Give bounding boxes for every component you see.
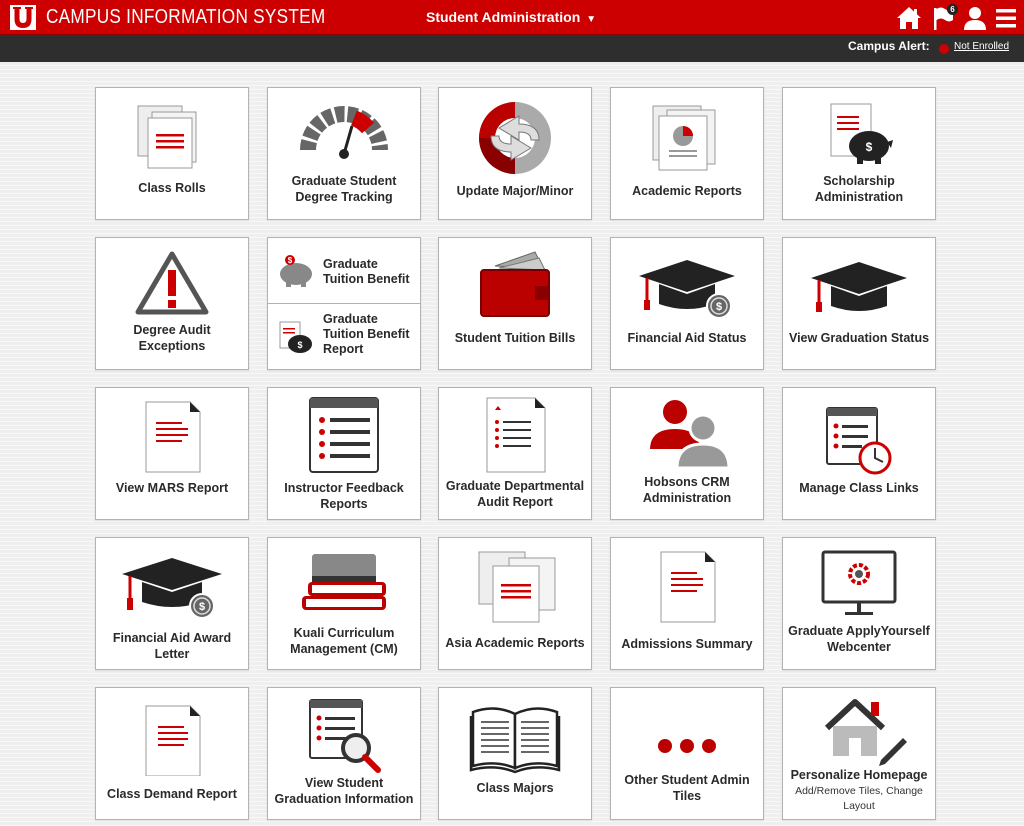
tile-degree-audit-exceptions[interactable]	[95, 237, 249, 370]
tile-student-tuition-bills[interactable]	[438, 237, 592, 370]
warning-icon	[96, 238, 248, 326]
tile-label: Hobsons CRM Administration	[642, 475, 732, 505]
monitor-icon	[783, 538, 935, 626]
tile-scholarship-admin[interactable]	[782, 87, 936, 220]
tile-instructor-feedback[interactable]	[267, 387, 421, 520]
enrollment-status-link[interactable]: Not Enrolled	[954, 41, 1010, 52]
open-book-icon	[439, 688, 591, 776]
tile-admissions-summary[interactable]	[610, 537, 764, 670]
tile-hobsons-crm[interactable]	[610, 387, 764, 520]
tile-label: Graduate ApplyYourself Webcenter	[788, 624, 930, 654]
app-title: CAMPUS INFORMATION SYSTEM	[46, 6, 326, 28]
tile-label: Admissions Summary	[621, 637, 753, 651]
documents-icon	[439, 538, 591, 626]
tile-class-majors[interactable]	[438, 687, 592, 820]
tile-class-rolls[interactable]	[95, 87, 249, 220]
tile-kuali-curriculum[interactable]	[267, 537, 421, 670]
users-icon	[611, 388, 763, 476]
piggy-bank-icon	[276, 254, 316, 288]
tile-label: Update Major/Minor	[456, 184, 574, 198]
tile-label: Student Tuition Bills	[454, 331, 576, 345]
tile-label: Class Majors	[476, 781, 554, 795]
tile-update-major[interactable]	[438, 87, 592, 220]
tile-academic-reports[interactable]	[610, 87, 764, 220]
svg-text:$: $	[715, 301, 723, 313]
tile-label: Degree Audit Exceptions	[133, 323, 211, 353]
tile-fin-aid-award-letter[interactable]	[95, 537, 249, 670]
tile-view-mars-report[interactable]	[95, 387, 249, 520]
house-pencil-icon	[783, 688, 935, 776]
campus-alert-label: Campus Alert:	[848, 39, 930, 53]
tile-class-demand-report[interactable]	[95, 687, 249, 820]
refresh-arrows-icon	[439, 88, 591, 176]
graduation-cap-dollar-icon	[611, 238, 763, 326]
svg-text:$: $	[865, 140, 873, 154]
hamburger-menu-icon	[994, 5, 1018, 31]
tile-label: View MARS Report	[115, 481, 229, 495]
tile-label: Financial Aid Status	[627, 331, 747, 345]
graduation-cap-icon	[783, 238, 935, 326]
tile-label: Graduate Student Degree Tracking	[291, 174, 397, 204]
module-dropdown-label: Student Administration	[426, 9, 581, 25]
home-button[interactable]	[896, 5, 924, 31]
user-icon	[962, 5, 988, 31]
tile-label: Kuali Curriculum Management (CM)	[290, 626, 398, 656]
tile-subtitle: Add/Remove Tiles, Change Layout	[795, 784, 923, 812]
tile-label	[787, 768, 931, 814]
tile-label: Academic Reports	[632, 184, 742, 198]
tile-view-student-grad-info[interactable]	[267, 687, 421, 820]
checklist-icon	[268, 388, 420, 476]
tile-grad-degree-tracking[interactable]	[267, 87, 421, 220]
documents-icon	[96, 88, 248, 176]
tile-label: Asia Academic Reports	[445, 636, 585, 650]
tile-view-graduation-status[interactable]	[782, 237, 936, 370]
university-logo[interactable]	[10, 5, 36, 30]
tile-label: Other Student Admin Tiles	[624, 773, 750, 803]
tile-label: Graduate Tuition Benefit Report	[323, 312, 410, 356]
tile-label: Instructor Feedback Reports	[284, 481, 404, 511]
document-icon	[96, 688, 248, 776]
tile-label: View Graduation Status	[788, 331, 930, 345]
tile-grad-applyyourself[interactable]	[782, 537, 936, 670]
menu-button[interactable]	[994, 5, 1022, 31]
tile-title: Personalize Homepage	[790, 768, 928, 782]
books-icon	[268, 538, 420, 626]
checklist-clock-icon	[783, 388, 935, 476]
list-document-icon	[439, 388, 591, 476]
tile-manage-class-links[interactable]	[782, 387, 936, 520]
tile-grad-tuition-benefit-report[interactable]	[268, 304, 420, 369]
speedometer-icon	[268, 88, 420, 176]
svg-text:$: $	[297, 340, 303, 350]
tile-label: Scholarship Administration	[814, 174, 904, 204]
piggy-bank-document-icon	[783, 88, 935, 176]
search-list-icon	[268, 688, 420, 776]
svg-text:$: $	[198, 601, 206, 613]
chevron-down-icon: ▼	[586, 14, 597, 25]
more-dots-icon	[611, 688, 763, 776]
tile-label: Manage Class Links	[799, 481, 919, 495]
wallet-icon	[439, 238, 591, 326]
graduation-cap-dollar-icon	[96, 538, 248, 626]
module-dropdown[interactable]	[426, 9, 596, 25]
alert-bar	[0, 35, 1024, 62]
piggy-bank-document-icon	[276, 320, 316, 354]
tile-grad-dept-audit[interactable]	[438, 387, 592, 520]
tile-other-student-admin[interactable]	[610, 687, 764, 820]
tile-label: Class Demand Report	[107, 787, 237, 801]
document-icon	[611, 538, 763, 626]
alert-status-dot-icon	[939, 44, 949, 54]
tile-grad-tuition-benefit-group	[267, 237, 421, 370]
pie-chart-report-icon	[611, 88, 763, 176]
notifications-button[interactable]	[931, 5, 959, 31]
tile-grad-tuition-benefit[interactable]	[268, 238, 420, 303]
tile-label: View Student Graduation Information	[274, 776, 414, 806]
tile-label: Graduate Tuition Benefit	[323, 257, 410, 286]
tile-financial-aid-status[interactable]	[610, 237, 764, 370]
tile-label: Financial Aid Award Letter	[112, 631, 232, 661]
svg-text:$: $	[287, 256, 293, 265]
tile-asia-academic-reports[interactable]	[438, 537, 592, 670]
tile-label: Class Rolls	[138, 181, 206, 195]
notification-badge: 6	[947, 4, 958, 15]
profile-button[interactable]	[962, 5, 990, 31]
tile-label: Graduate Departmental Audit Report	[445, 479, 585, 509]
document-icon	[96, 388, 248, 476]
tile-personalize-homepage[interactable]	[782, 687, 936, 820]
home-icon	[896, 5, 922, 31]
top-bar	[0, 0, 1024, 35]
